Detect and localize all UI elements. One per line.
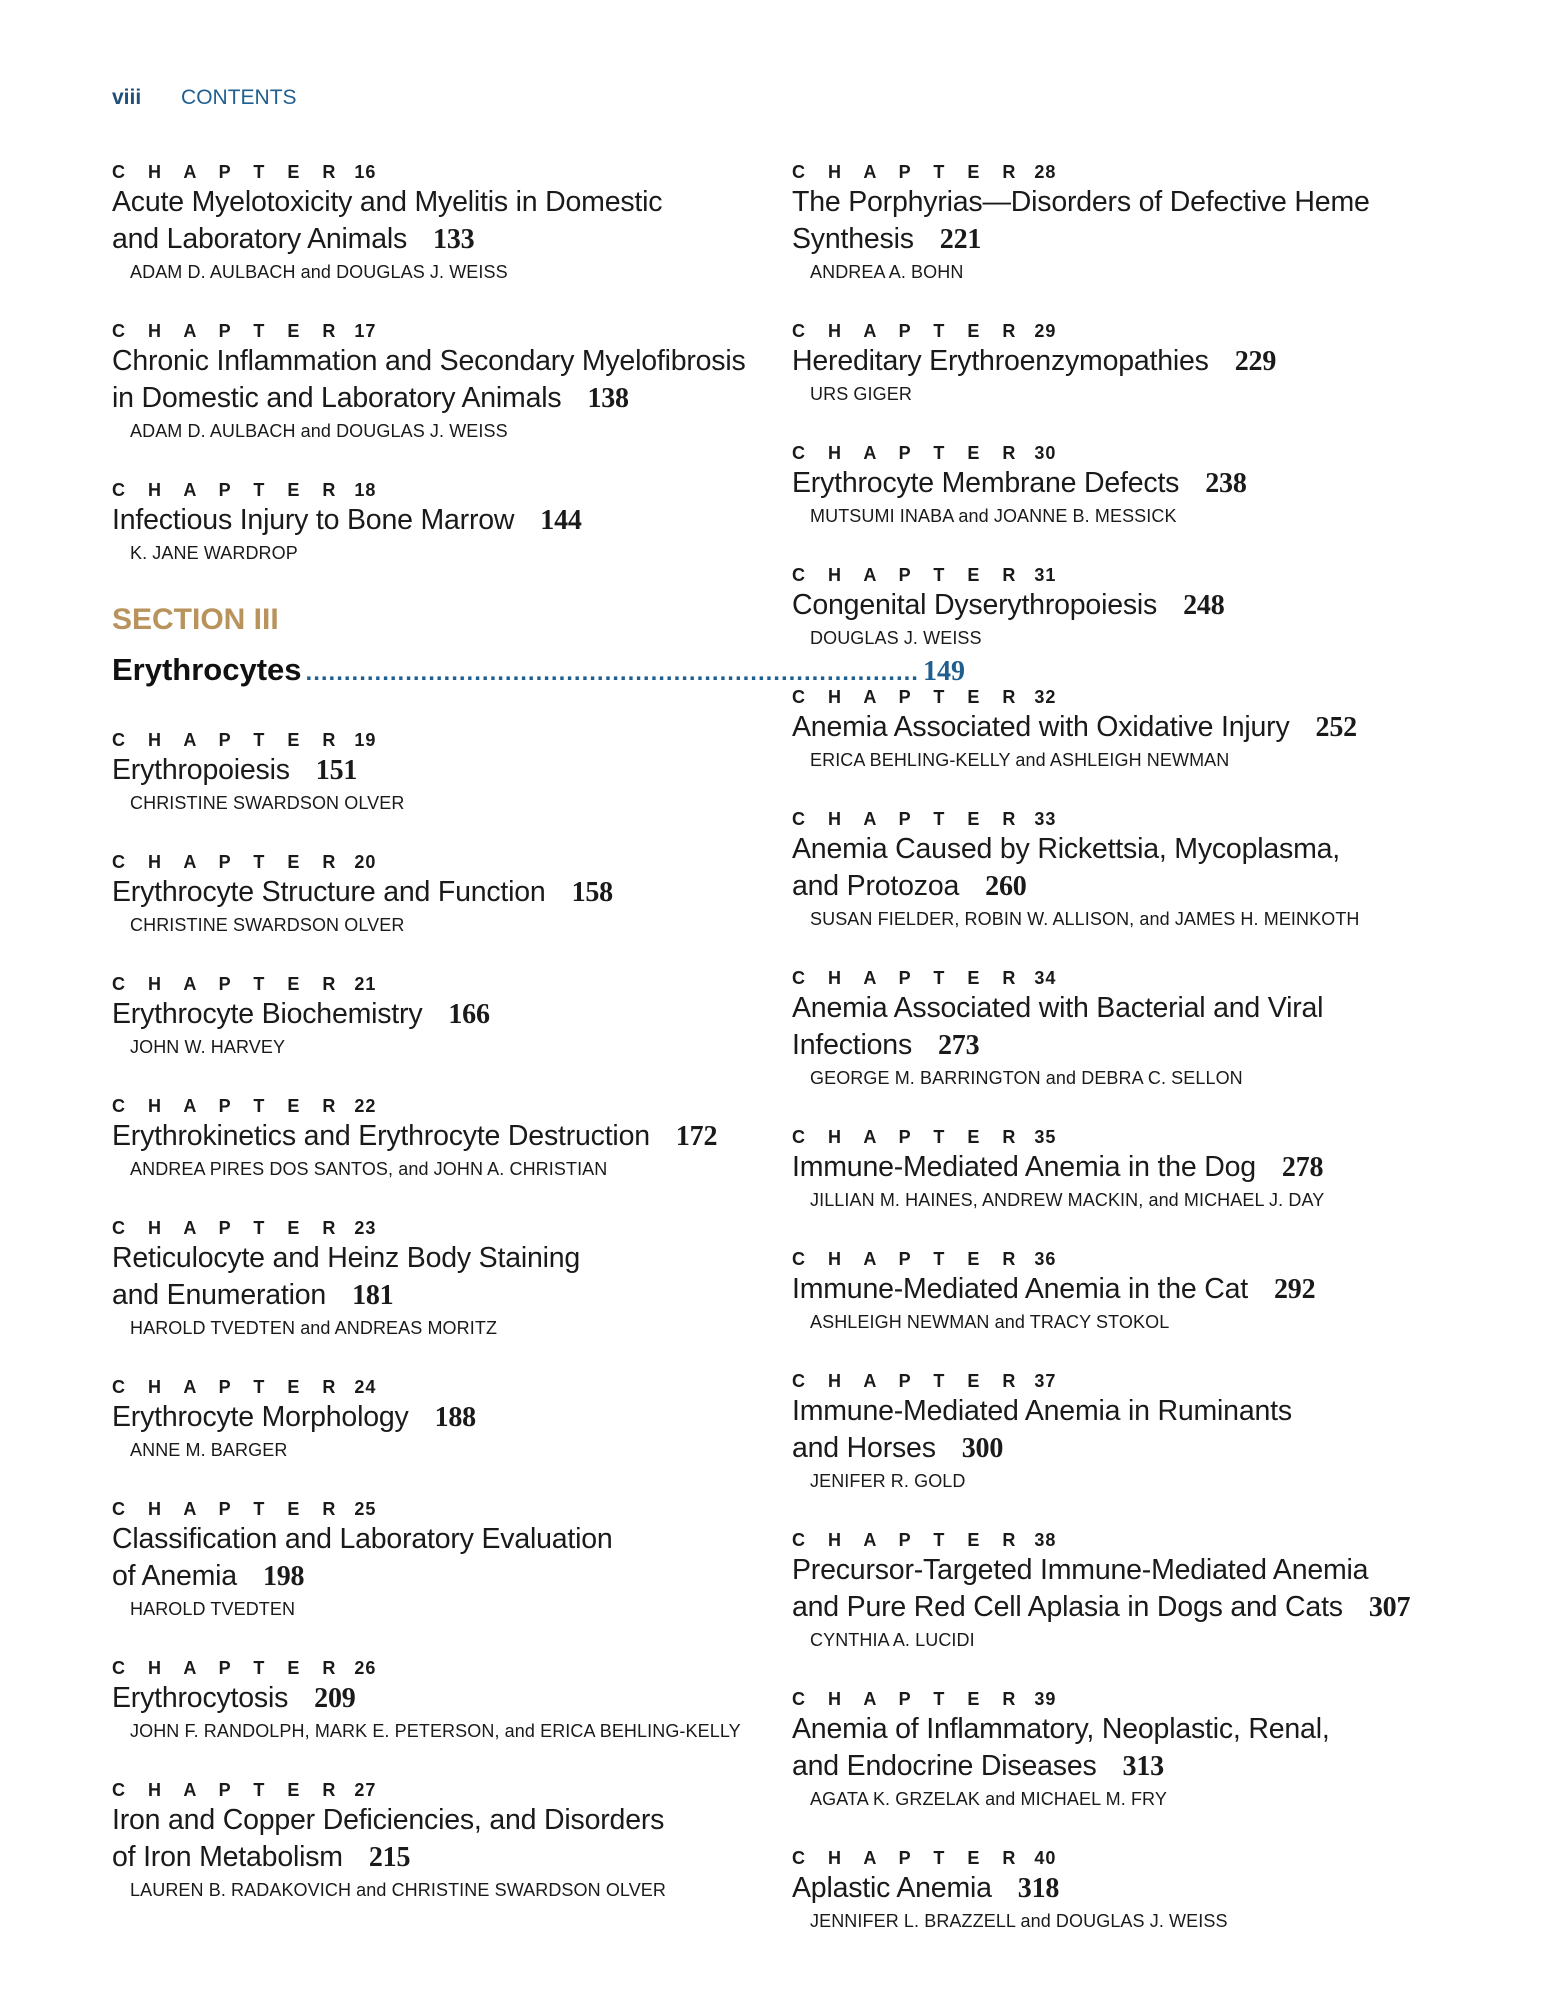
chapter-title-line (112, 1839, 762, 1876)
chapter-title-line (792, 343, 1512, 380)
chapter-entry[interactable] (112, 1656, 762, 1745)
chapter-word: C H A P T E R (792, 1689, 1025, 1709)
chapter-label (112, 1216, 762, 1240)
chapter-number: 27 (354, 1780, 377, 1800)
chapter-authors: JENNIFER L. BRAZZELL and DOUGLAS J. WEISS (810, 1911, 1228, 1931)
chapter-word: C H A P T E R (112, 974, 345, 994)
chapter-title-line (792, 1271, 1512, 1308)
chapter-title-line (792, 868, 1512, 905)
chapter-title-line (792, 1870, 1512, 1907)
chapter-title-line (112, 1118, 762, 1155)
chapter-authors: JOHN W. HARVEY (130, 1037, 286, 1057)
chapter-word: C H A P T E R (792, 968, 1025, 988)
chapter-authors: ADAM D. AULBACH and DOUGLAS J. WEISS (130, 421, 508, 441)
chapter-title-text: and Horses (792, 1432, 936, 1464)
chapter-authors: ANDREA PIRES DOS SANTOS, and JOHN A. CHRISTIAN (130, 1159, 608, 1179)
chapter-word: C H A P T E R (112, 1096, 345, 1116)
chapter-title-text: and Endocrine Diseases (792, 1750, 1097, 1782)
right-column (792, 160, 1512, 1968)
chapter-authors: JILLIAN M. HAINES, ANDREW MACKIN, and MICHAEL J. DAY (810, 1190, 1325, 1210)
chapter-label (112, 1375, 762, 1399)
chapter-title-text: Immune-Mediated Anemia in the Dog (792, 1151, 1256, 1183)
chapter-title-text: Anemia of Inflammatory, Neoplastic, Renal, (792, 1713, 1330, 1745)
chapter-entry[interactable] (112, 850, 762, 939)
chapter-title-line (112, 1521, 762, 1558)
section-row[interactable] (112, 652, 965, 688)
chapter-title-line (112, 502, 762, 539)
chapter-page-number: 198 (262, 1561, 305, 1592)
chapter-title-text: Aplastic Anemia (792, 1872, 992, 1904)
chapter-title-text: Anemia Associated with Oxidative Injury (792, 711, 1290, 743)
chapter-word: C H A P T E R (792, 321, 1025, 341)
chapter-label (792, 1369, 1512, 1393)
chapter-number: 30 (1034, 443, 1057, 463)
chapter-title-line (112, 184, 762, 221)
chapter-entry[interactable] (112, 728, 762, 817)
chapter-word: C H A P T E R (112, 730, 345, 750)
chapter-entry[interactable] (112, 319, 762, 445)
chapter-title-text: Infections (792, 1029, 912, 1061)
chapter-list-left-top (112, 160, 762, 567)
chapter-title-line (792, 831, 1512, 868)
chapter-title-text: in Domestic and Laboratory Animals (112, 382, 562, 414)
chapter-label (112, 1497, 762, 1521)
chapter-page-number: 172 (675, 1121, 718, 1152)
chapter-number: 33 (1034, 809, 1057, 829)
chapter-title-line (792, 1027, 1512, 1064)
chapter-number: 34 (1034, 968, 1057, 988)
chapter-page-number: 318 (1017, 1873, 1060, 1904)
chapter-number: 28 (1034, 162, 1057, 182)
chapter-entry[interactable] (112, 1375, 762, 1464)
chapter-title-line (792, 221, 1512, 258)
chapter-page-number: 273 (938, 1030, 980, 1061)
chapter-entry[interactable] (792, 966, 1512, 1092)
chapter-word: C H A P T E R (112, 1499, 345, 1519)
chapter-title-line (792, 990, 1512, 1027)
chapter-label (792, 1846, 1512, 1870)
chapter-title-text: of Anemia (112, 1560, 237, 1592)
chapter-number: 17 (354, 321, 377, 341)
section-page-number: 149 (922, 656, 965, 687)
chapter-title-line (112, 1240, 762, 1277)
chapter-title-line (792, 1748, 1512, 1785)
chapter-entry[interactable] (792, 1369, 1512, 1495)
section-leader-dots: ................................................................................ (305, 659, 919, 686)
chapter-title-line (792, 184, 1512, 221)
chapter-label (792, 685, 1512, 709)
chapter-page-number: 133 (433, 224, 475, 255)
chapter-title-text: Erythrocyte Membrane Defects (792, 467, 1180, 499)
chapter-list-left-bottom (112, 728, 762, 1904)
chapter-authors: ASHLEIGH NEWMAN and TRACY STOKOL (810, 1312, 1170, 1332)
chapter-title-text: Erythrocyte Morphology (112, 1401, 409, 1433)
chapter-word: C H A P T E R (792, 1371, 1025, 1391)
chapter-label (112, 1656, 762, 1680)
chapter-word: C H A P T E R (112, 1658, 345, 1678)
chapter-title-text: and Laboratory Animals (112, 223, 408, 255)
chapter-label (112, 972, 762, 996)
chapter-number: 19 (354, 730, 377, 750)
chapter-authors: ERICA BEHLING-KELLY and ASHLEIGH NEWMAN (810, 750, 1230, 770)
chapter-word: C H A P T E R (792, 809, 1025, 829)
chapter-word: C H A P T E R (792, 443, 1025, 463)
chapter-number: 22 (354, 1096, 377, 1116)
chapter-page-number: 209 (314, 1683, 356, 1714)
chapter-page-number: 252 (1315, 712, 1357, 743)
chapter-authors: CHRISTINE SWARDSON OLVER (130, 915, 405, 935)
chapter-number: 21 (354, 974, 377, 994)
chapter-entry[interactable] (792, 1687, 1512, 1813)
chapter-title-text: and Enumeration (112, 1279, 327, 1311)
chapter-page-number: 158 (571, 877, 613, 908)
chapter-page-number: 238 (1205, 468, 1247, 499)
chapter-authors: URS GIGER (810, 384, 912, 404)
chapter-label (112, 160, 762, 184)
chapter-entry[interactable] (112, 1778, 762, 1904)
chapter-title-text: of Iron Metabolism (112, 1841, 343, 1873)
chapter-label (792, 319, 1512, 343)
chapter-label (112, 728, 762, 752)
chapter-authors: LAUREN B. RADAKOVICH and CHRISTINE SWARDSON OLVER (130, 1880, 667, 1900)
chapter-page-number: 215 (368, 1842, 411, 1873)
chapter-title-text: Anemia Associated with Bacterial and Viral (792, 992, 1324, 1024)
chapter-title-line (112, 1558, 762, 1595)
chapter-authors: MUTSUMI INABA and JOANNE B. MESSICK (810, 506, 1177, 526)
chapter-number: 18 (354, 480, 377, 500)
chapter-page-number: 229 (1234, 346, 1277, 377)
chapter-number: 35 (1034, 1127, 1057, 1147)
chapter-authors: CYNTHIA A. LUCIDI (810, 1630, 975, 1650)
chapter-title-line (792, 587, 1512, 624)
chapter-page-number: 138 (587, 383, 629, 414)
chapter-number: 24 (354, 1377, 377, 1397)
chapter-title-line (792, 709, 1512, 746)
chapter-title-text: Infectious Injury to Bone Marrow (112, 504, 515, 536)
chapter-entry[interactable] (112, 1497, 762, 1623)
chapter-title-line (792, 1430, 1512, 1467)
chapter-title-line (112, 1277, 762, 1314)
chapter-label (112, 1778, 762, 1802)
chapter-title-line (112, 221, 762, 258)
chapter-title-line (792, 1552, 1512, 1589)
chapter-word: C H A P T E R (792, 1848, 1025, 1868)
chapter-word: C H A P T E R (112, 162, 345, 182)
chapter-word: C H A P T E R (792, 1530, 1025, 1550)
chapter-number: 25 (354, 1499, 377, 1519)
chapter-entry[interactable] (792, 319, 1512, 408)
chapter-page-number: 313 (1122, 1751, 1164, 1782)
chapter-authors: CHRISTINE SWARDSON OLVER (130, 793, 405, 813)
chapter-title-text: Erythrocyte Biochemistry (112, 998, 423, 1030)
chapter-authors: K. JANE WARDROP (130, 543, 298, 563)
chapter-word: C H A P T E R (792, 565, 1025, 585)
chapter-authors: DOUGLAS J. WEISS (810, 628, 982, 648)
chapter-number: 29 (1034, 321, 1057, 341)
chapter-authors: HAROLD TVEDTEN (130, 1599, 296, 1619)
chapter-authors: ADAM D. AULBACH and DOUGLAS J. WEISS (130, 262, 508, 282)
chapter-page-number: 260 (985, 871, 1027, 902)
chapter-list-right (792, 160, 1512, 1935)
chapter-number: 23 (354, 1218, 377, 1238)
chapter-word: C H A P T E R (792, 687, 1025, 707)
chapter-entry[interactable] (792, 563, 1512, 652)
chapter-title-line (112, 343, 762, 380)
chapter-label (792, 1125, 1512, 1149)
chapter-authors: HAROLD TVEDTEN and ANDREAS MORITZ (130, 1318, 498, 1338)
chapter-title-line (792, 1393, 1512, 1430)
chapter-authors: GEORGE M. BARRINGTON and DEBRA C. SELLON (810, 1068, 1243, 1088)
chapter-label (792, 563, 1512, 587)
chapter-label (792, 807, 1512, 831)
chapter-page-number: 292 (1273, 1274, 1316, 1305)
chapter-authors: ANDREA A. BOHN (810, 262, 964, 282)
chapter-label (112, 850, 762, 874)
chapter-title-text: The Porphyrias—Disorders of Defective Heme (792, 186, 1370, 218)
chapter-entry[interactable] (112, 1216, 762, 1342)
chapter-entry[interactable] (112, 478, 762, 567)
chapter-authors: ANNE M. BARGER (130, 1440, 288, 1460)
chapter-title-text: Chronic Inflammation and Secondary Myelofibrosis (112, 345, 746, 377)
page-number: viii (112, 86, 142, 109)
chapter-word: C H A P T E R (112, 1780, 345, 1800)
chapter-entry[interactable] (792, 441, 1512, 530)
chapter-title-line (792, 1711, 1512, 1748)
chapter-title-line (112, 996, 762, 1033)
chapter-title-text: Reticulocyte and Heinz Body Staining (112, 1242, 581, 1274)
chapter-word: C H A P T E R (112, 480, 345, 500)
chapter-label (792, 441, 1512, 465)
chapter-label (792, 1528, 1512, 1552)
chapter-page-number: 151 (315, 755, 358, 786)
section-title: Erythrocytes (112, 652, 302, 687)
chapter-label (792, 1687, 1512, 1711)
chapter-authors: JENIFER R. GOLD (810, 1471, 966, 1491)
chapter-word: C H A P T E R (792, 1127, 1025, 1147)
chapter-title-text: Immune-Mediated Anemia in Ruminants (792, 1395, 1292, 1427)
chapter-title-line (792, 465, 1512, 502)
chapter-label (792, 160, 1512, 184)
chapter-number: 31 (1034, 565, 1057, 585)
chapter-number: 38 (1034, 1530, 1057, 1550)
chapter-title-text: Classification and Laboratory Evaluation (112, 1523, 613, 1555)
chapter-page-number: 278 (1281, 1152, 1324, 1183)
chapter-title-text: Precursor-Targeted Immune-Mediated Anemia (792, 1554, 1369, 1586)
chapter-label (112, 1094, 762, 1118)
chapter-number: 20 (354, 852, 377, 872)
chapter-title-text: Synthesis (792, 223, 914, 255)
chapter-title-text: Congenital Dyserythropoiesis (792, 589, 1158, 621)
chapter-entry[interactable] (112, 972, 762, 1061)
chapter-entry[interactable] (792, 807, 1512, 933)
chapter-page-number: 221 (939, 224, 982, 255)
chapter-title-line (112, 1399, 762, 1436)
chapter-word: C H A P T E R (112, 321, 345, 341)
chapter-title-text: Anemia Caused by Rickettsia, Mycoplasma, (792, 833, 1340, 865)
chapter-entry[interactable] (792, 1125, 1512, 1214)
chapter-number: 32 (1034, 687, 1057, 707)
chapter-title-line (792, 1589, 1512, 1626)
chapter-number: 16 (354, 162, 377, 182)
chapter-title-text: Erythrocytosis (112, 1682, 289, 1714)
chapter-title-line (792, 1149, 1512, 1186)
chapter-number: 36 (1034, 1249, 1057, 1269)
chapter-title-line (112, 380, 762, 417)
chapter-page-number: 166 (448, 999, 490, 1030)
chapter-page-number: 307 (1368, 1592, 1411, 1623)
chapter-page-number: 188 (434, 1402, 476, 1433)
chapter-title-text: Iron and Copper Deficiencies, and Disorders (112, 1804, 665, 1836)
chapter-entry[interactable] (792, 1247, 1512, 1336)
chapter-label (112, 319, 762, 343)
running-head-title: CONTENTS (181, 86, 297, 109)
chapter-label (792, 1247, 1512, 1271)
chapter-title-text: and Pure Red Cell Aplasia in Dogs and Cats (792, 1591, 1343, 1623)
chapter-title-text: Erythrokinetics and Erythrocyte Destruction (112, 1120, 650, 1152)
chapter-title-text: Erythropoiesis (112, 754, 290, 786)
chapter-word: C H A P T E R (112, 852, 345, 872)
running-head (112, 86, 297, 110)
chapter-page-number: 181 (352, 1280, 394, 1311)
section-label: SECTION III (112, 603, 279, 636)
chapter-title-line (112, 874, 762, 911)
chapter-word: C H A P T E R (792, 162, 1025, 182)
chapter-page-number: 248 (1183, 590, 1225, 621)
chapter-entry[interactable] (792, 1846, 1512, 1935)
chapter-entry[interactable] (112, 1094, 762, 1183)
chapter-number: 40 (1034, 1848, 1057, 1868)
chapter-authors: JOHN F. RANDOLPH, MARK E. PETERSON, and ERICA BEHLING-KELLY (130, 1721, 741, 1741)
chapter-title-text: Immune-Mediated Anemia in the Cat (792, 1273, 1248, 1305)
chapter-title-text: Hereditary Erythroenzymopathies (792, 345, 1209, 377)
chapter-title-line (112, 1680, 762, 1717)
chapter-authors: SUSAN FIELDER, ROBIN W. ALLISON, and JAMES H. MEINKOTH (810, 909, 1360, 929)
chapter-authors: AGATA K. GRZELAK and MICHAEL M. FRY (810, 1789, 1167, 1809)
chapter-entry[interactable] (792, 1528, 1512, 1654)
chapter-title-text: Erythrocyte Structure and Function (112, 876, 546, 908)
chapter-number: 26 (354, 1658, 377, 1678)
chapter-page-number: 144 (540, 505, 582, 536)
chapter-title-text: Acute Myelotoxicity and Myelitis in Domestic (112, 186, 663, 218)
chapter-page-number: 300 (961, 1433, 1004, 1464)
chapter-title-line (112, 1802, 762, 1839)
chapter-title-line (112, 752, 762, 789)
chapter-number: 37 (1034, 1371, 1057, 1391)
chapter-label (112, 478, 762, 502)
chapter-word: C H A P T E R (112, 1218, 345, 1238)
chapter-label (792, 966, 1512, 990)
chapter-word: C H A P T E R (792, 1249, 1025, 1269)
chapter-entry[interactable] (792, 160, 1512, 286)
chapter-title-text: and Protozoa (792, 870, 960, 902)
chapter-word: C H A P T E R (112, 1377, 345, 1397)
chapter-entry[interactable] (792, 685, 1512, 774)
chapter-number: 39 (1034, 1689, 1057, 1709)
chapter-entry[interactable] (112, 160, 762, 286)
